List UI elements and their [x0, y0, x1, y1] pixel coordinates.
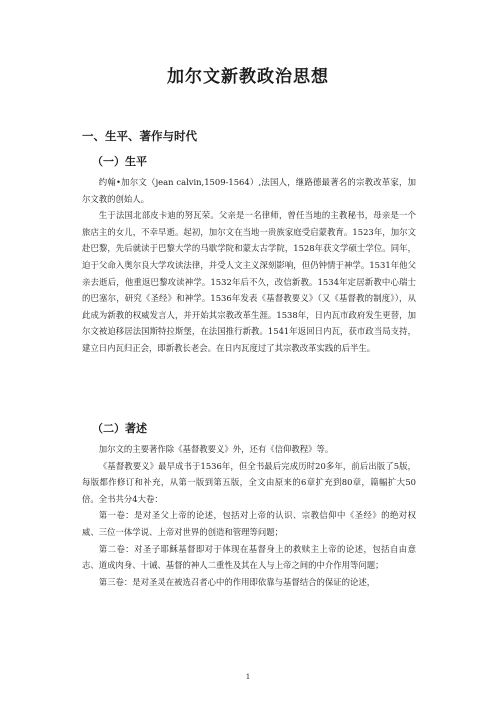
- paragraph: 第三卷：是对圣灵在被选召者心中的作用即依靠与基督结合的保证的论述，: [98, 576, 376, 587]
- paragraph: 《基督教要义》最早成书于1536年，但全书最后完成历时20多年，前后出版了5版，每版都作修订和补充，从第一版到第五版，全文由原来的6章扩充到80章，篇幅扩大50倍。全书共分4大卷：: [82, 460, 416, 504]
- subsection-heading-life: （一）生平: [92, 155, 147, 168]
- paragraph: 第二卷：对圣子耶稣基督即对于体现在基督身上的救赎主上帝的论述，包括自由意志、道成肉身、十诫、基督的神人二重性及其在人与上帝之间的中介作用等问题；: [82, 543, 416, 571]
- subsection-heading-works: （二）著述: [92, 422, 147, 435]
- paragraph: 约翰•加尔文（jean calvin,1509-1564）,法国人，继路德最著名的宗教改革家，加尔文教的创始人。: [82, 177, 416, 204]
- works-section-body: [82, 441, 416, 590]
- page-number: 1: [245, 672, 251, 681]
- paragraph: 加尔文的主要著作除《基督教要义》外，还有《信仰教程》等。: [98, 444, 334, 454]
- document-title: 加尔文新教政治思想: [167, 67, 329, 87]
- life-section-body: [82, 174, 416, 357]
- section-heading: 一、生平、著作与时代: [82, 129, 197, 143]
- paragraph: 第一卷：是对圣父上帝的论述，包括对上帝的认识、宗教信仰中《圣经》的绝对权威、三位一体学说、上帝对世界的创造和管理等问题；: [82, 510, 416, 537]
- paragraph: 生于法国北部皮卡迪的努瓦荣。父亲是一名律师，曾任当地的主教秘书，母亲是一个旅店主的女儿，不幸早逝。起初，加尔文在当地一贵族家庭受启蒙教育。1523年，加尔文赴巴黎，先后就读于巴黎大学的马歇学院和蒙太古学院，1528年获文学硕士学位。同年，迫于父命入奥尔良大学攻读法律，并受人文主义深刻影响，但仍钟情于神学。1531年他父亲去逝后，他重返巴黎攻读神学。1532年后不久，改信新教。1534年定居新教中心瑞士的巴塞尔，研究《圣经》和神学。1536年发表《基督教要义》（又《基督教的制度》），从此成为新教的权威发言人，并开始其宗教改革生涯。1538年，日内瓦市政府发生更替，加尔文被迫移居法国斯特拉斯堡，在法国推行新教。1541年返回日内瓦，获市政当局支持，建立日内瓦归正会，即新教长老会。在日内瓦度过了其宗教改革实践的后半生。: [82, 210, 416, 353]
